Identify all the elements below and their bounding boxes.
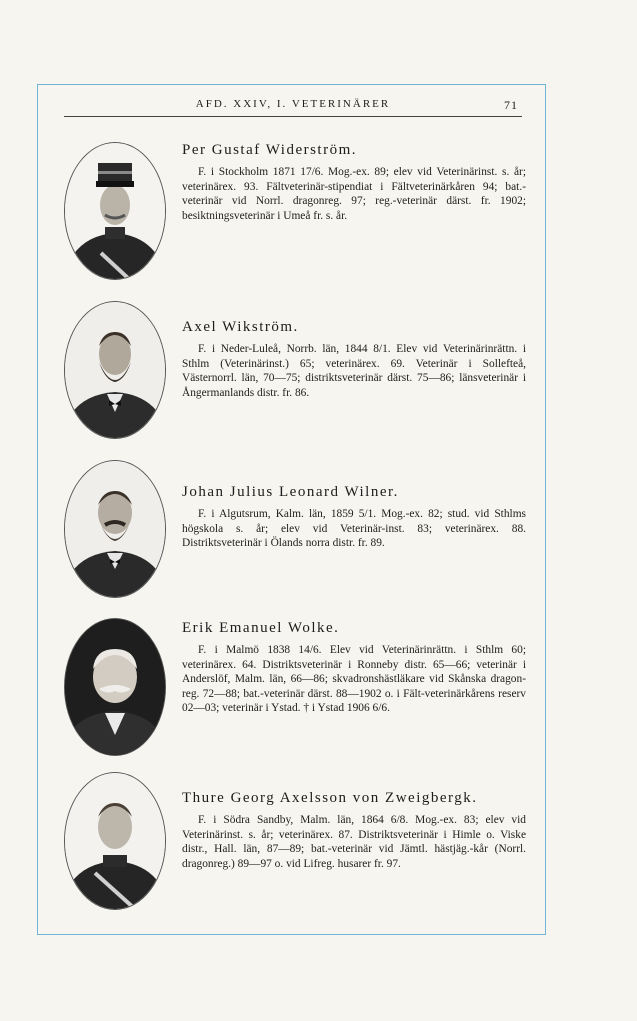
header-rule bbox=[64, 116, 522, 117]
person-name: Erik Emanuel Wolke. bbox=[182, 620, 340, 636]
portrait-image bbox=[64, 301, 166, 439]
person-name: Johan Julius Leonard Wilner. bbox=[182, 484, 399, 500]
portrait-image bbox=[64, 142, 166, 280]
biography-text: F. i Stockholm 1871 17/6. Mog.-ex. 89; elev vid Veterinärinst. s. år; veterinärex. 93. Fältveterinär-stipendiat i Fältveterinärkåren 94; bat.-veterinär vid Norrl. dragonreg. 97; reg.-veterinär därst. fr. 1902; besiktningsveterinär i Umeå fr. s. år. bbox=[182, 166, 526, 222]
biography-text: F. i Södra Sandby, Malm. län, 1864 6/8. Mog.-ex. 83; elev vid Veterinärinst. s. år; veterinärex. 87. Distriktsveterinär i Himle o. Viske distr., Hall. län, 87—89; bat.-veterinär vid Jämtl. hästjäg.-kår (Norrl. dragonreg.) 89—97 o. vid Lifreg. husarer fr. 97. bbox=[182, 814, 526, 870]
portrait-image bbox=[64, 460, 166, 598]
portrait-uniformed-man-icon bbox=[65, 773, 165, 909]
person-name: Axel Wikström. bbox=[182, 319, 299, 335]
biography-text: F. i Algutsrum, Kalm. län, 1859 5/1. Mog.-ex. 82; stud. vid Sthlms högskola s. år; elev vid Veterinär-inst. 83; veterinärex. 88. Distriktsveterinär i Ölands norra distr. fr. 89. bbox=[182, 508, 526, 549]
biography-text: F. i Malmö 1838 14/6. Elev vid Veterinärinrättn. i Sthlm 60; veterinärex. 64. Distriktsveterinär i Ronneby distr. 65—66; veterinär i Anderslöf, Malm. län, 66—86; skvadronshästläkare vid Skånska dragon-reg. 72—88; bat.-veterinär därst. 88—1902 o. i Fält-veterinärkårens reserv 02—03; veterinär i Ystad. † i Ystad 1906 6/6. bbox=[182, 644, 526, 714]
running-title: AFD. XXIV, I. VETERINÄRER bbox=[195, 98, 391, 110]
biography-text: F. i Neder-Luleå, Norrb. län, 1844 8/1. Elev vid Veterinärinrättn. i Sthlm (Veterinärinst.) 65; veterinärex. 69. Veterinär i Sollefteå, Västernorrl. län, 70—75; distriktsveterinär därst. 75—86; länsveterinär i Ångermanlands distr. fr. 86. bbox=[182, 343, 526, 399]
portrait-officer-cap-icon bbox=[65, 143, 165, 279]
portrait-image bbox=[64, 772, 166, 910]
person-name: Per Gustaf Widerström. bbox=[182, 142, 358, 158]
portrait-image bbox=[64, 618, 166, 756]
page-number: 71 bbox=[504, 98, 518, 112]
person-name: Thure Georg Axelsson von Zweigbergk. bbox=[182, 790, 478, 806]
portrait-bearded-man-icon bbox=[65, 302, 165, 438]
portrait-bearded-man-icon bbox=[65, 461, 165, 597]
running-header bbox=[64, 98, 522, 110]
portrait-elderly-man-icon bbox=[65, 619, 165, 755]
